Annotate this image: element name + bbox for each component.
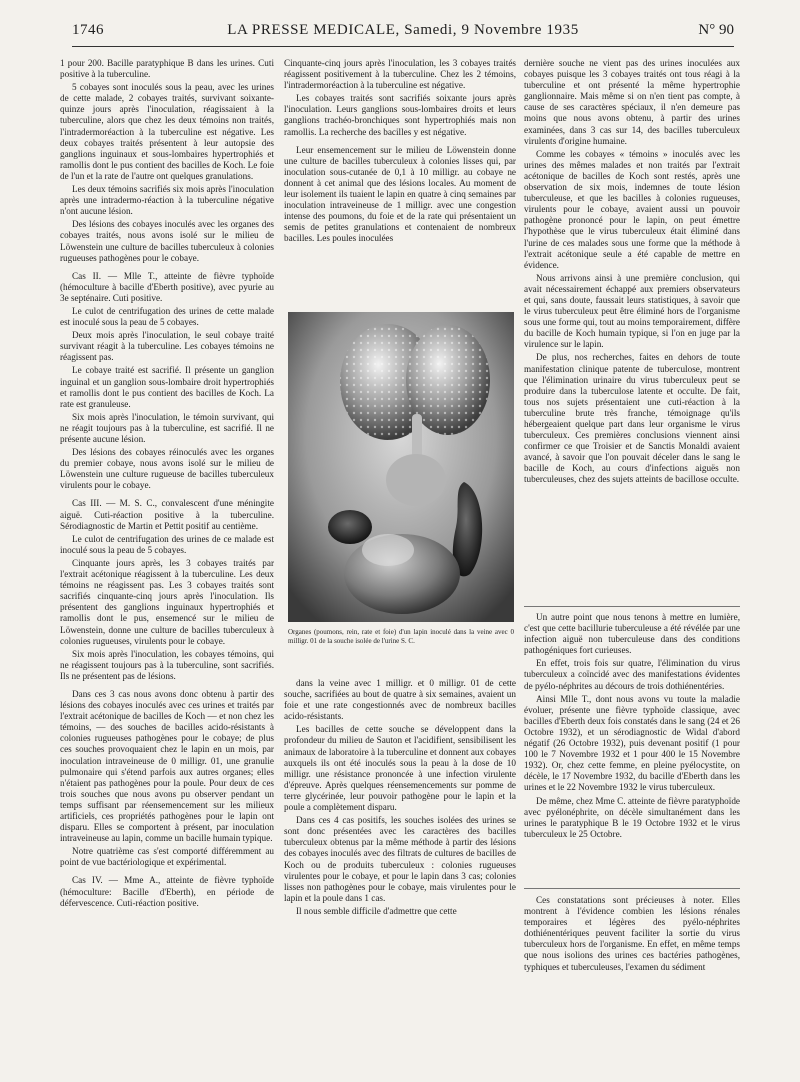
- paragraph: De plus, nos recherches, faites en dehors de toute manifestation clinique patente de tuberculose, montrent que l'élimination urinaire du virus tuberculeux peut se produire dans la tuberculose latente et occulte. De fait, tous nos sujets présentaient une cuti-réaction à la tuberculine brute très franche, témoignage qu'ils hébergeaient quelque part dans leur organisme le virus tuberculeux. Ces premières conclusions viennent ainsi confirmer ce que Troisier et de Sanctis Monaldi avaient avancé, à savoir que l'on pouvait déceler dans le sang le bacille de Koch, au cours d'infections aiguës non tuberculeuses, chez des sujets atteints de bacillose occulte.: [524, 352, 740, 485]
- paragraph: 1 pour 200. Bacille paratyphique B dans les urines. Cuti positive à la tuberculine.: [60, 58, 274, 80]
- section-divider: [524, 606, 740, 607]
- paragraph: Il nous semble difficile d'admettre que cette: [296, 905, 457, 916]
- case-heading: Cas IV. — Mme A., atteinte de fièvre typhoïde (hémoculture: Bacille d'Eberth), en période de défervescence. Cuti-réaction positive.: [60, 875, 274, 908]
- paragraph: Comme les cobayes « témoins » inoculés avec les urines des mêmes malades et non traités par l'extrait acétonique de bacilles de Koch sont restés, après une observation de six mois, indemnes de toute lésion tuberculeuse, et que les bacilles à colonies rugueuses, virulents pour le cobaye, avaient aussi un pouvoir pathogène prononcé pour le lapin, on peut émettre l'hypothèse que le virus tuberculeux était éliminé dans l'urine de ces malades sous une forme que la méthode à l'extrait acétonique seule a été capable de mettre en évidence.: [524, 148, 740, 270]
- paragraph: En effet, trois fois sur quatre, l'élimination du virus tuberculeux a coïncidé avec des manifestations évidentes de pyélo-néphrites au décours de trois dothiénentéries.: [524, 658, 740, 691]
- column-2-top: [284, 58, 516, 247]
- page-number: 1746: [72, 22, 104, 38]
- paragraph: Dans ces 4 cas positifs, les souches isolées des urines se sont donc présentées avec les caractères des bacilles tuberculeux obtenus par la même méthode à partir des lésions des cobayes inoculés avec des filtrats de cultures de bacilles de Koch ou de produits tuberculeux : colonies rugueuses virulentes pour le cobaye, et pour le lapin dans 3 cas; colonies lisses non pathogènes pour le cobaye, mais virulentes pour le lapin et la poule dans 1 cas.: [284, 815, 516, 903]
- column-3-bottom: [524, 895, 740, 975]
- running-header: [72, 22, 734, 44]
- paragraph: Cinquante-cinq jours après l'inoculation, les 3 cobayes traités réagissent positivement à la tuberculine. Chez les 2 témoins, l'intradermoréaction à la tuberculine est négative.: [284, 58, 516, 91]
- paragraph: dans la veine avec 1 milligr. et 0 milligr. 01 de cette souche, sacrifiées au bout de quatre à six semaines, avaient un foie et une rate congestionnés avec de nombreux bacilles acido-résistants.: [284, 678, 516, 722]
- paragraph: Six mois après l'inoculation, le témoin survivant, qui ne réagit toujours pas à la tuberculine, est sacrifié. Il ne présente aucune lésion.: [60, 411, 274, 444]
- header-rule: [72, 46, 734, 47]
- organ-photograph: [288, 312, 514, 622]
- paragraph: Ainsi Mlle T., dont nous avons vu toute la maladie évoluer, présente une fièvre typhoïde classique, avec bacilles d'Eberth deux fois constatés dans le sang (24 et 26 Octobre 1932), et un sérodiagnostic de Widal d'abord négatif (26 Octobre 1932), puis devenant positif (1 pour 100 le 7 Novembre 1932 et 1 pour 400 le 15 Novembre 1932). Or, chez cette femme, en pleine pyélocystite, on décèle, le 17 Novembre 1932, du bacille d'Eberth dans les urines et le 22 Novembre 1932 le virus tuberculeux.: [524, 693, 740, 793]
- paragraph: Les deux témoins sacrifiés six mois après l'inoculation après une intradermo-réaction à la tuberculine négative n'ont aucune lésion.: [60, 184, 274, 217]
- paragraph: De même, chez Mme C. atteinte de fièvre paratyphoïde avec pyélonéphrite, on décèle simultanément dans les urines le paratyphique B le 19 Octobre 1932 et le virus tuberculeux le 25 Octobre.: [524, 795, 740, 839]
- issue-number: N° 90: [698, 22, 734, 38]
- paragraph: Deux mois après l'inoculation, le seul cobaye traité survivant réagit à la tuberculine. Les cobayes témoins ne réagissent pas.: [60, 330, 274, 363]
- paragraph: Les cobayes traités sont sacrifiés soixante jours après l'inoculation. Leurs ganglions sous-lombaires droits et leurs ganglions trachéo-bronchiques sont hypertrophiés mais non ramollis. La recherche des bacilles y est négative.: [284, 93, 516, 137]
- paragraph: Le cobaye traité est sacrifié. Il présente un ganglion inguinal et un ganglion sous-lombaire droit hypertrophiés et ramollis dont le pus contient des bacilles de Koch. La rate est granuleuse.: [60, 365, 274, 409]
- paragraph: Ces constatations sont précieuses à noter. Elles montrent à l'évidence combien les lésions rénales temporaires et légères des pyélo-néphrites dothiénentériques peuvent faciliter la sortie du virus tuberculeux hors de l'organisme. En effet, en même temps que nous isolions des urines ces bactéries pathogènes, typhiques et tuberculeuses, l'examen du sédiment: [524, 895, 740, 972]
- column-3-middle: [524, 612, 740, 842]
- case-heading: Cas III. — M. S. C., convalescent d'une méningite aiguë. Cuti-réaction positive à la tuberculine. Sérodiagnostic de Martin et Pettit positif au centième.: [60, 498, 274, 531]
- paragraph: 5 cobayes sont inoculés sous la peau, avec les urines de cette malade, 2 cobayes traités, survivant soixante-quinze jours après l'inoculation, réagissaient à la tuberculine, alors que chez les deux témoins non traités, l'intradermoréaction à la tuberculine est négative. Les deux cobayes traités présentent à leur autopsie des ganglions inguinaux et sous-lombaires hypertrophiés et ramollis dont le pus contient des bacilles de Koch. Le foie de l'un et la rate de l'autre ont quelques granulations.: [60, 82, 274, 181]
- case-heading: Cas II. — Mlle T., atteinte de fièvre typhoïde (hémoculture à bacille d'Eberth positive), avec pyurie au 3e septénaire. Cuti positive.: [60, 270, 274, 303]
- paragraph: dernière souche ne vient pas des urines inoculées aux cobayes puisque les 3 cobayes traités ont tous réagi à la tuberculine et ont présenté la même hypertrophie ganglionnaire. Mais même si on n'en tient pas compte, à cause de ses caractères spéciaux, il n'en demeure pas moins que nous avons obtenu, à partir des urines examinées, dans 3 cas sur 14, des bacilles tuberculeux virulents d'origine humaine.: [524, 58, 740, 146]
- paragraph: Des lésions des cobayes inoculés avec les organes des cobayes traités, nous avons isolé sur le milieu de Löwenstein une culture de bacilles tuberculeux à colonies rugueuses pathogènes pour le cobaye.: [60, 219, 274, 263]
- figure-caption: Organes (poumons, rein, rate et foie) d'un lapin inoculé dans la veine avec 0 milligr. 01 de la souche isolée de l'urine S. C.: [288, 628, 514, 645]
- paragraph: Des lésions des cobayes réinoculés avec les organes du premier cobaye, nous avons isolé sur le milieu de Löwenstein une culture rugueuse de bacilles tuberculeux virulents pour le cobaye.: [60, 447, 274, 491]
- paragraph: Nous arrivons ainsi à une première conclusion, qui avait nécessairement échappé aux premiers observateurs et qui, sans doute, faussait leurs statistiques, à savoir que le virus tuberculeux peut être éliminé hors de l'organisme sous une forme qui, tout au moins temporairement, diffère du bacille de Koch humain typique, si l'on en juge par la virulence sur le lapin.: [524, 272, 740, 350]
- organ-photo-illustration: [288, 312, 514, 622]
- paragraph: Leur ensemencement sur le milieu de Löwenstein donne une culture de bacilles tuberculeux à colonies lisses qui, par inoculation sous-cutanée de 0,1 à 10 milligr. au cobaye ne donnent à cet animal que des lésions locales. Au moment de leur isolement ils tuaient le lapin en quatre à cinq semaines par inoculation intraveineuse de 1 milligr. avec une congestion intense des poumons, du foie et de la rate qui présentaient un semis de petites granulations et contenaient de nombreux bacilles. Les poules inoculées: [284, 144, 516, 244]
- section-divider: [524, 888, 740, 889]
- paragraph: Les bacilles de cette souche se développent dans la profondeur du milieu de Sauton et l'acidifient, sensibilisent les animaux de laboratoire à la tuberculine et donnent aux cobayes auxquels ils ont été inoculés sous la peau à la dose de 10 milligr. une résistance prononcée à une infection virulente d'épreuve. Après quelques réensemencements sur pomme de terre glycérinée, leur pouvoir pathogène pour le lapin et la poule a complètement disparu.: [284, 724, 516, 813]
- paragraph: Cinquante jours après, les 3 cobayes traités par l'extrait acétonique réagissent à la tuberculine. Les deux témoins ne réagissent pas. Les 3 cobayes traités sont sacrifiés cinquante-cinq jours après l'inoculation. Ils présentent des ganglions inguinaux hypertrophiés et ramollis dont le pus, ensemencé sur le milieu de Löwenstein, donne une culture de bacilles tuberculeux à colonies rugueuses, virulents pour le cobaye.: [60, 557, 274, 646]
- column-3: [524, 58, 740, 488]
- paragraph: Notre quatrième cas s'est comporté différemment au point de vue bactériologique et expérimental.: [60, 846, 274, 868]
- paragraph: Le culot de centrifugation des urines de ce malade est inoculé sous la peau de 5 cobayes.: [60, 533, 274, 555]
- paragraph: Le culot de centrifugation des urines de cette malade est inoculé sous la peau de 5 cobayes.: [60, 305, 274, 328]
- column-1: [60, 58, 274, 911]
- journal-title: LA PRESSE MEDICALE, Samedi, 9 Novembre 1935: [227, 22, 579, 38]
- paragraph: Un autre point que nous tenons à mettre en lumière, c'est que cette bacillurie tuberculeuse a été révélée par une infection aiguë non tuberculeuse dans des conditions pathogéniques fort curieuses.: [524, 612, 740, 656]
- paragraph: Six mois après l'inoculation, les cobayes témoins, qui ne réagissent toujours pas à la tuberculine, sont sacrifiés. Ils ne présentent pas de lésions.: [60, 648, 274, 681]
- column-2-bottom: [284, 678, 516, 919]
- paragraph: Dans ces 3 cas nous avons donc obtenu à partir des lésions des cobayes inoculés avec ces urines et traités par l'extrait acétonique de bacilles de Koch — et non chez les témoins, — des souches de bacilles acido-résistants à colonies rugueuses pathogènes pour le cobaye; de plus ces souches provoquaient chez le lapin en un mois, par inoculation intraveineuse de 0 milligr. 01, une granulie pulmonaire qui s'étend parfois aux autres organes; elles n'étaient pas pathogènes pour la poule. Pour deux de ces trois souches que nous avons pu observer pendant un temps suffisant par réensemencement sur les milieux artificiels, ces propriétés pathogènes pour le lapin ont disparu. Elles se comportent à présent, par inoculation intraveineuse au lapin, comme un bacille humain typique.: [60, 688, 274, 844]
